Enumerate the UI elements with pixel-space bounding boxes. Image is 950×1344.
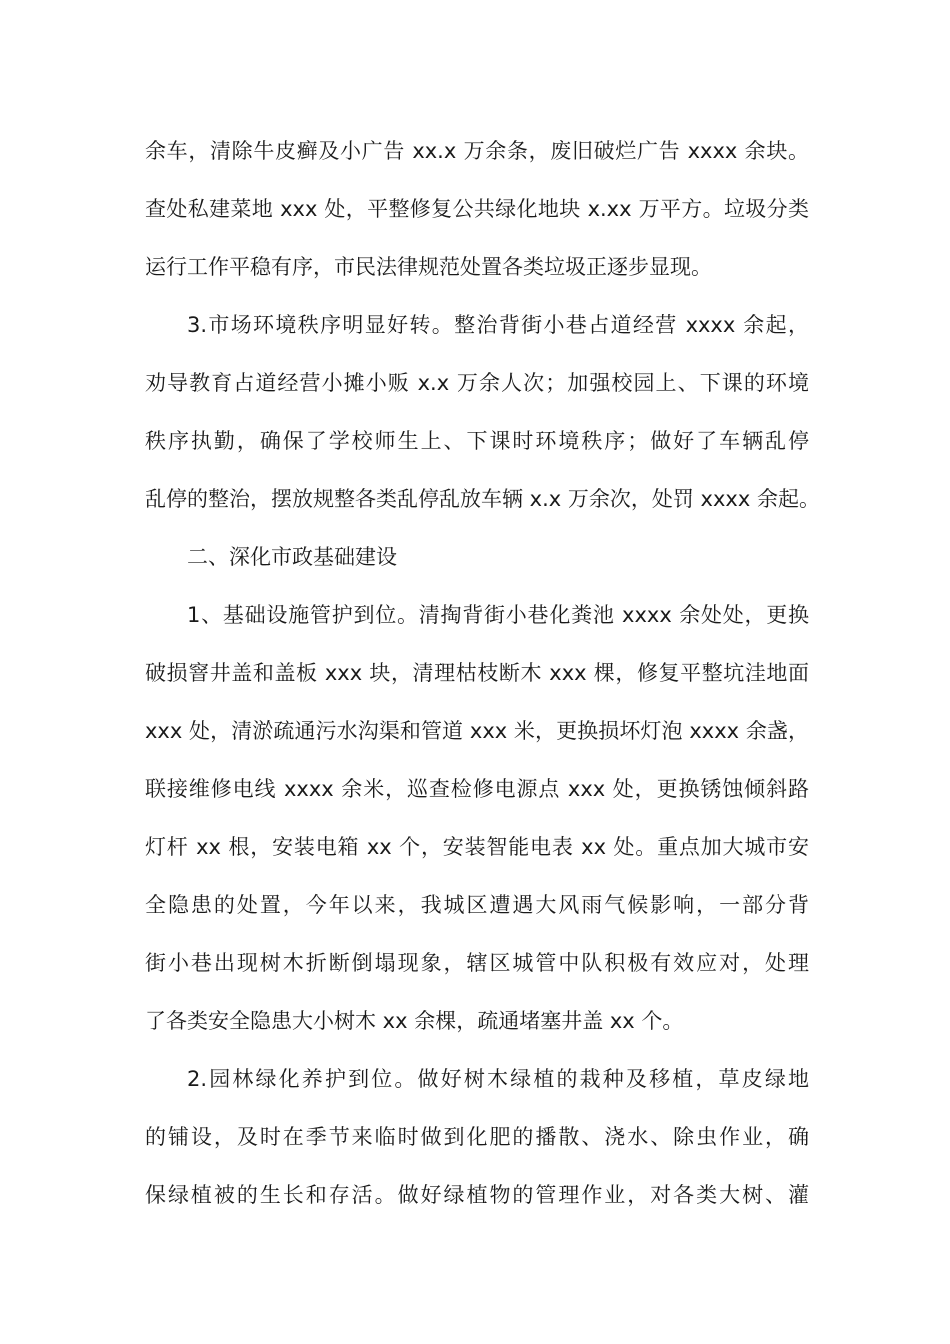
section-heading: 二、深化市政基础建设 [187, 545, 397, 569]
paragraph-line: 全隐患的处置，今年以来，我城区遭遇大风雨气候影响，一部分背 [145, 893, 809, 917]
paragraph-line: 破损窨井盖和盖板 xxx 块，清理枯枝断木 xxx 棵，修复平整坑洼地面 [145, 661, 809, 685]
paragraph-line: 街小巷出现树木折断倒塌现象，辖区城管中队积极有效应对，处理 [145, 951, 809, 975]
paragraph-line: 余车，清除牛皮癣及小广告 xx.x 万余条，废旧破烂广告 xxxx 余块。 [145, 139, 809, 163]
section-1-heading-line: 1、基础设施管护到位。清掏背街小巷化粪池 xxxx 余处处，更换 [187, 603, 809, 627]
paragraph-line: 查处私建菜地 xxx 处，平整修复公共绿化地块 x.xx 万平方。垃圾分类 [145, 197, 809, 221]
paragraph-line: 保绿植被的生长和存活。做好绿植物的管理作业，对各类大树、灌 [145, 1183, 809, 1207]
paragraph-line: 秩序执勤，确保了学校师生上、下课时环境秩序；做好了车辆乱停 [145, 429, 809, 453]
section-3-heading-line: 3.市场环境秩序明显好转。整治背街小巷占道经营 xxxx 余起， [187, 313, 809, 337]
paragraph-line: 了各类安全隐患大小树木 xx 余棵，疏通堵塞井盖 xx 个。 [145, 1009, 684, 1033]
section-2-heading-line: 2.园林绿化养护到位。做好树木绿植的栽种及移植，草皮绿地 [187, 1067, 809, 1091]
document-body [145, 126, 820, 1228]
paragraph-line: 的铺设，及时在季节来临时做到化肥的播散、浇水、除虫作业，确 [145, 1125, 809, 1149]
paragraph-line: 灯杆 xx 根，安装电箱 xx 个，安装智能电表 xx 处。重点加大城市安 [145, 835, 809, 859]
paragraph-line: 联接维修电线 xxxx 余米，巡查检修电源点 xxx 处，更换锈蚀倾斜路 [145, 777, 809, 801]
paragraph-line: 运行工作平稳有序，市民法律规范处置各类垃圾正逐步显现。 [145, 255, 712, 279]
paragraph-line: xxx 处，清淤疏通污水沟渠和管道 xxx 米，更换损坏灯泡 xxxx 余盏， [145, 719, 809, 743]
paragraph-line: 乱停的整治，摆放规整各类乱停乱放车辆 x.x 万余次，处罚 xxxx 余起。 [145, 487, 820, 511]
paragraph-line: 劝导教育占道经营小摊小贩 x.x 万余人次；加强校园上、下课的环境 [145, 371, 809, 395]
